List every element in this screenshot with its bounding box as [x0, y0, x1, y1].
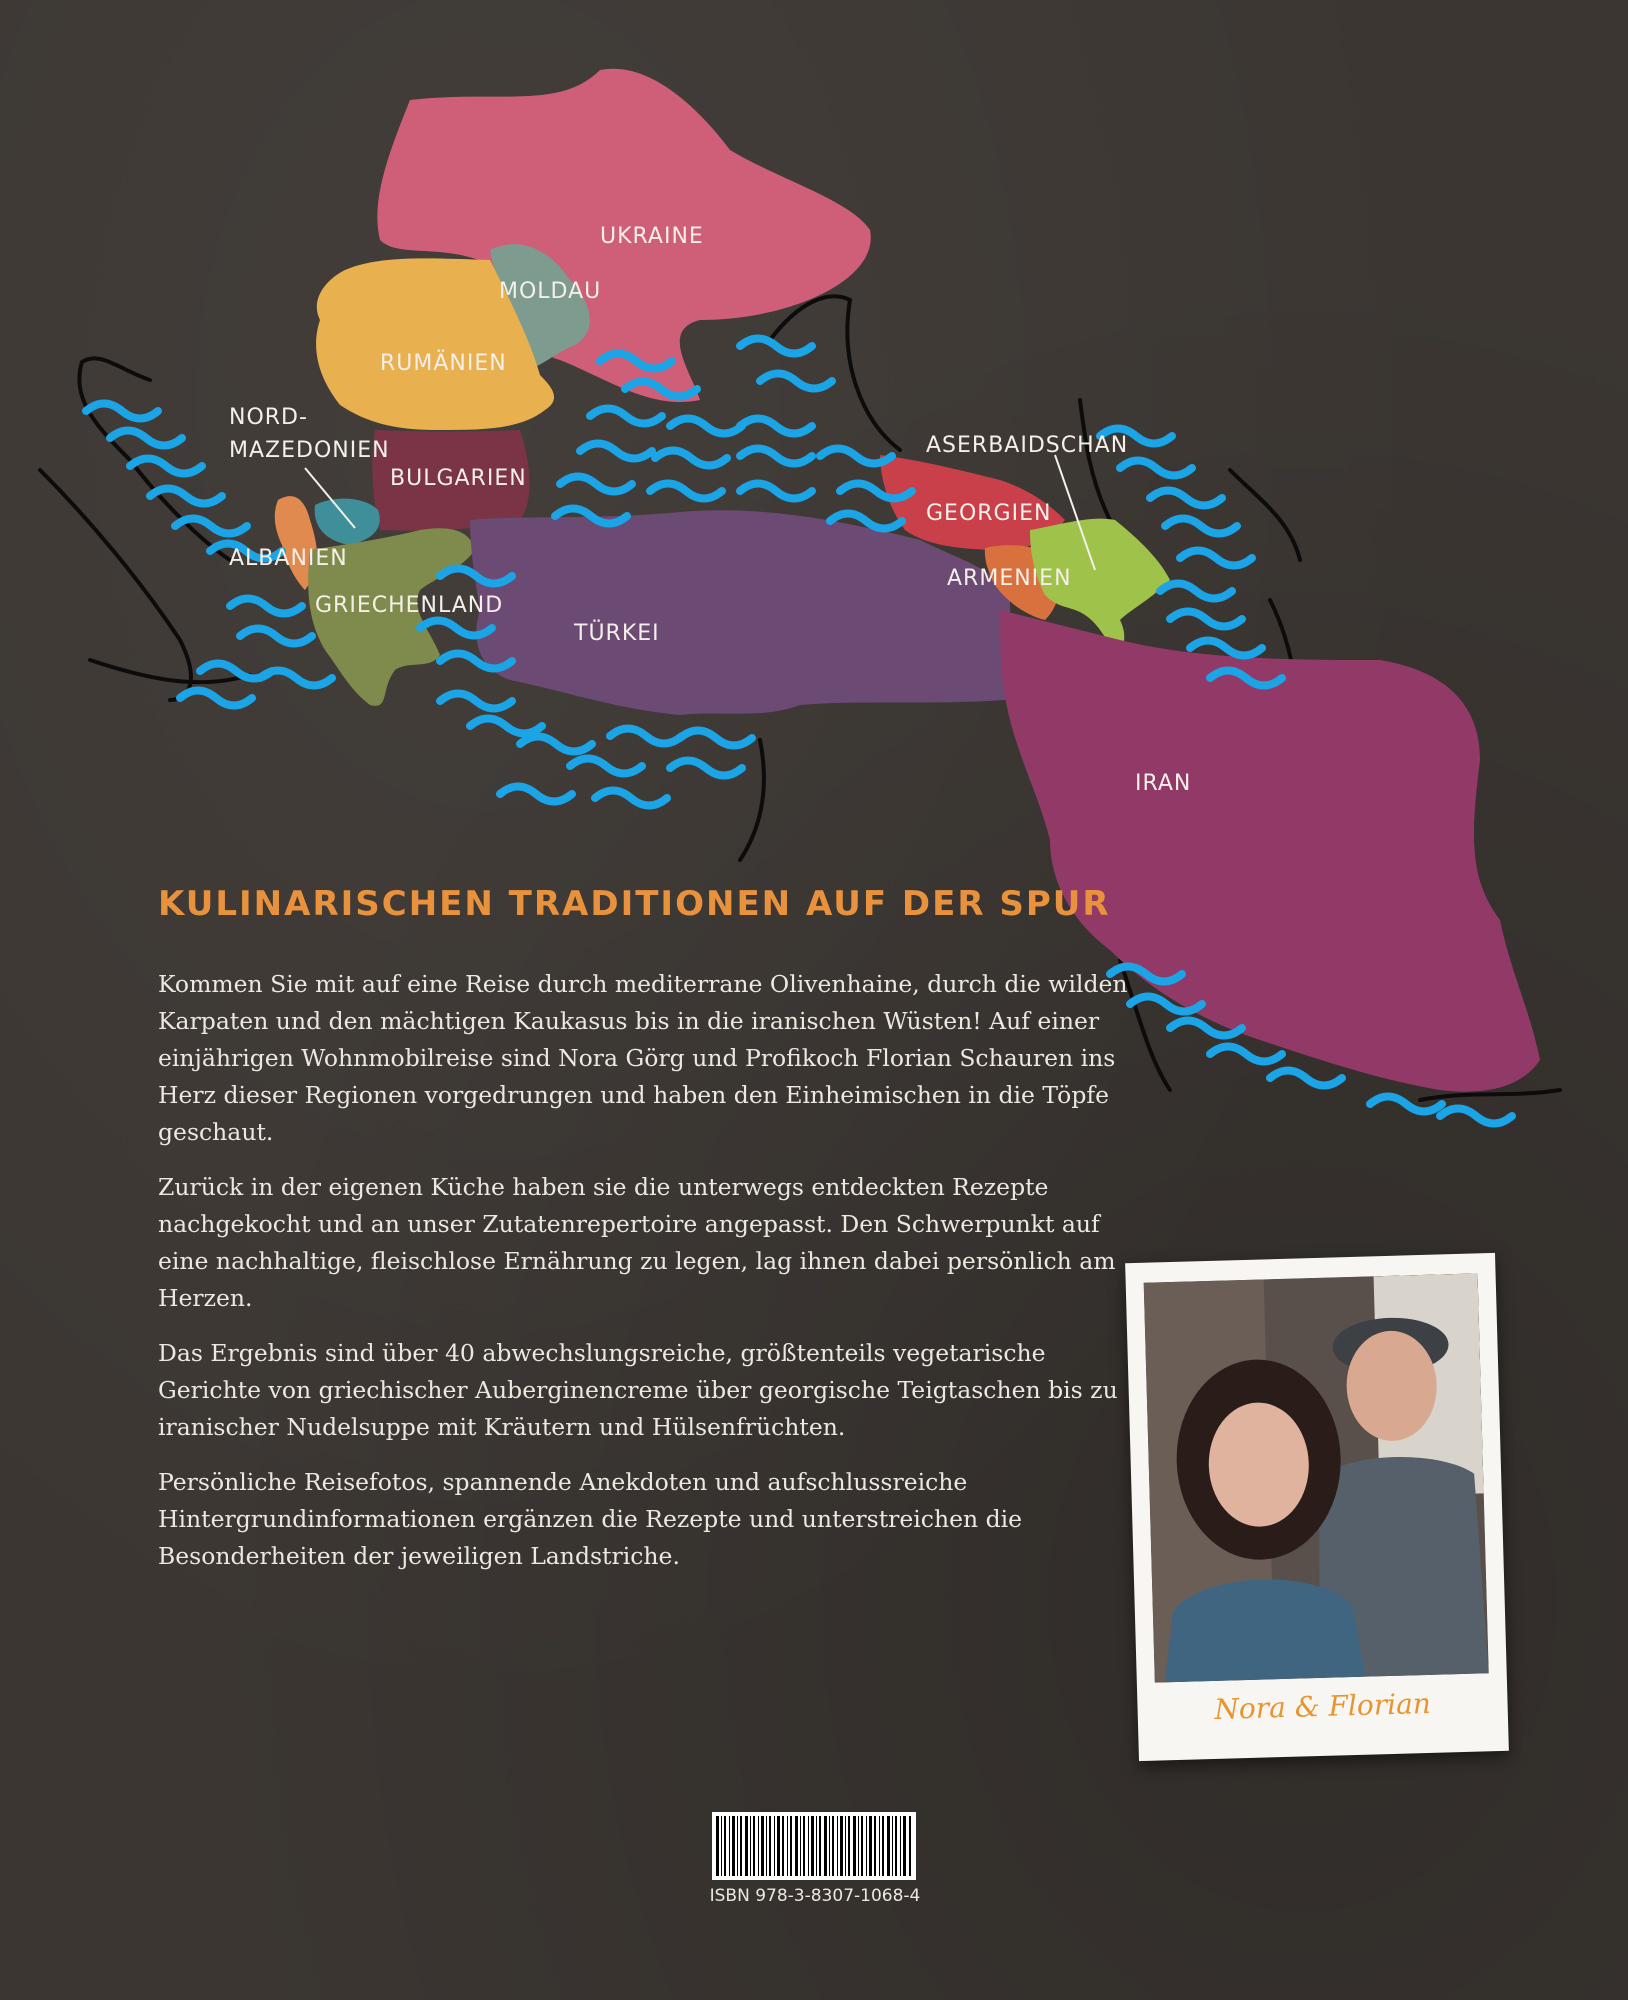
barcode [712, 1812, 916, 1880]
label-moldau: MOLDAU [499, 279, 602, 304]
label-griechenland: GRIECHENLAND [315, 593, 504, 618]
isbn-number: ISBN 978-3-8307-1068-4 [709, 1886, 921, 1906]
label-georgien: GEORGIEN [926, 501, 1052, 526]
label-ukraine: UKRAINE [600, 224, 704, 249]
author-polaroid [1125, 1253, 1509, 1761]
photo-caption: Nora & Florian [1213, 1686, 1432, 1726]
paragraph: Das Ergebnis sind über 40 abwechslungsreiche, größtenteils vegetarische Gerichte von griechischer Auberginencreme über georgische Teigtaschen bis zu iranischer Nudelsuppe mit Kräutern und Hülsenfrüchten. [158, 1339, 1118, 1441]
country-nordmazedonien [315, 499, 380, 545]
paragraph: Persönliche Reisefotos, spannende Anekdoten und aufschlussreiche Hintergrundinformationen ergänzen die Rezepte und unterstreichen die Besonderheiten der jeweiligen Landstriche. [158, 1468, 1023, 1570]
label-bulgarien: BULGARIEN [390, 466, 527, 491]
label-tuerkei: TÜRKEI [574, 621, 660, 646]
label-aserbaidschan: ASERBAIDSCHAN [926, 433, 1129, 458]
section-heading: KULINARISCHEN TRADITIONEN AUF DER SPUR [158, 884, 1111, 924]
paragraph: Kommen Sie mit auf eine Reise durch mediterrane Olivenhaine, durch die wilden Karpaten und den mächtigen Kaukasus bis in die iranischen Wüsten! Auf einer einjährigen Wohnmobilreise sind Nora Görg und Profikoch Florian Schauren ins Herz dieser Regionen vorgedrungen und haben den Einheimischen in die Töpfe geschaut. [158, 970, 1128, 1146]
description-text [158, 966, 1148, 1593]
label-iran: IRAN [1135, 771, 1192, 796]
label-mazedonien: MAZEDONIEN [229, 438, 390, 463]
label-albanien: ALBANIEN [229, 546, 348, 571]
author-photo [1144, 1273, 1489, 1682]
label-nord: NORD- [229, 405, 308, 430]
paragraph: Zurück in der eigenen Küche haben sie die unterwegs entdeckten Rezepte nachgekocht und an unser Zutatenrepertoire angepasst. Den Schwerpunkt auf eine nachhaltige, fleischlose Ernährung zu legen, lag ihnen dabei persönlich am Herzen. [158, 1173, 1116, 1312]
label-rumaenien: RUMÄNIEN [380, 351, 507, 376]
label-armenien: ARMENIEN [947, 566, 1072, 591]
